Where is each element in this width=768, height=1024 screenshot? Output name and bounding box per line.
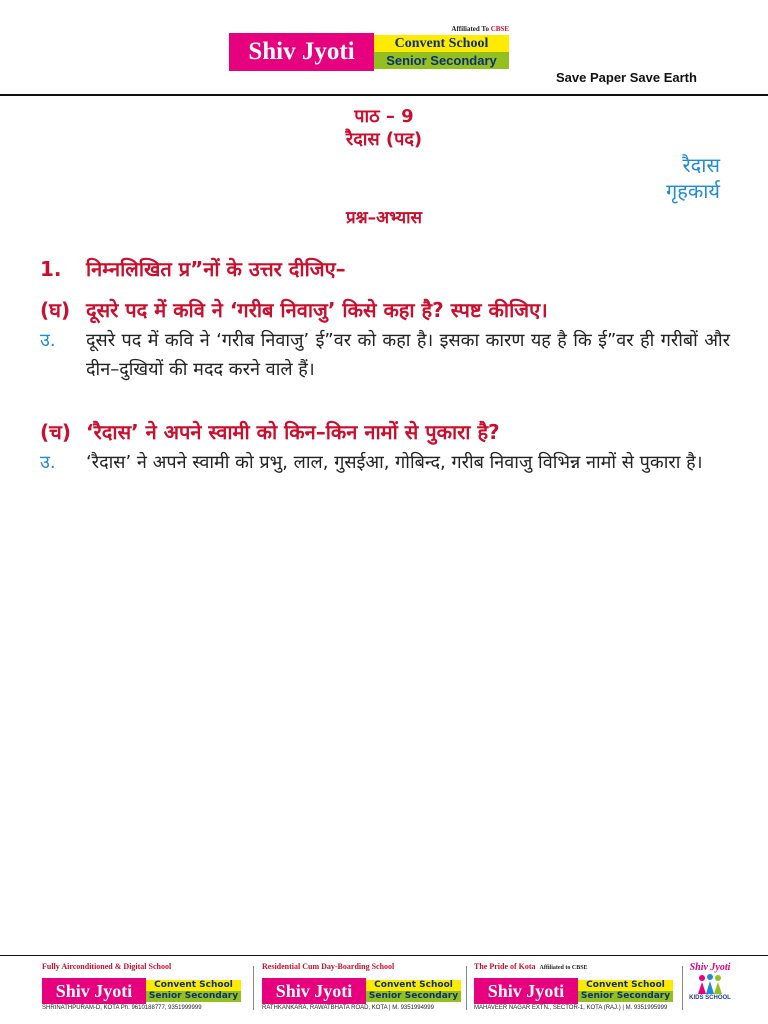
question-text: दूसरे पद में कवि ने ‘गरीब निवाजु’ किसे कहा है? स्पष्ट कीजिए। (86, 298, 548, 322)
branch-logo: Shiv Jyoti Convent School Senior Secondary (474, 974, 667, 1004)
branch-caption: Fully Airconditioned & Digital School (42, 962, 172, 971)
branch-address: SHRINATHPURAM-D, KOTA Ph. 9610188777, 9351999999 (42, 1005, 202, 1011)
question-text: ‘रैदास’ ने अपने स्वामी को किन–किन नामों से पुकारा है? (86, 420, 500, 444)
logo-affiliation: Affiliated To CBSE (451, 25, 509, 33)
school-logo (229, 25, 511, 73)
branch-caption: Residential Cum Day-Boarding School (262, 962, 395, 971)
question-item (40, 418, 730, 445)
footer-divider (0, 955, 768, 956)
answer-marker: उ. (40, 452, 56, 473)
answer-item (40, 448, 730, 477)
branch-logo: Shiv Jyoti Convent School Senior Secondary (262, 974, 434, 1004)
branch-logo: Shiv Jyoti Convent School Senior Secondary (42, 974, 202, 1004)
lesson-title: रैदास (पद) (345, 129, 423, 150)
section-title: प्रश्न–अभ्यास (345, 208, 422, 228)
homework-label: गृहकार्य (665, 179, 720, 203)
footer-separator (466, 966, 467, 1010)
footer-branch (262, 962, 459, 1014)
footer-separator (682, 966, 683, 1010)
kids-school-logo: Shiv Jyoti KIDS SCHOOL (689, 962, 731, 1001)
branch-caption: The Pride of Kota (474, 962, 536, 971)
footer-branch (42, 962, 239, 1014)
answer-marker: उ. (40, 330, 56, 351)
lesson-number: पाठ – 9 (354, 106, 414, 127)
tagline: Save Paper Save Earth (556, 70, 697, 85)
answer-text: ‘रैदास’ ने अपने स्वामी को प्रभु, लाल, गुसईआ, गोबिन्द, गरीब निवाजु विभिन्न नामों से पुकारा है। (86, 452, 703, 473)
answer-item (40, 326, 730, 384)
header-divider (0, 94, 768, 96)
branch-address: RATHKANKARA, RAWATBHATA ROAD, KOTA | M. 9351994999 (262, 1005, 434, 1011)
question-number: 1. (40, 257, 62, 281)
logo-name: Shiv Jyoti (229, 33, 374, 71)
kids-figure-icon (688, 973, 732, 995)
branch-address: MAHAVEER NAGAR EXTN., SECTOR-1, KOTA (RAJ.) | M. 9351995999 (474, 1005, 668, 1011)
question-number: (घ) (40, 298, 71, 322)
lesson-author: रैदास (682, 153, 720, 177)
question-number: (च) (40, 420, 71, 444)
footer-branch: The Pride of Kota Affiliated to CBSE Shiv Jyoti Convent School Senior Secondary MAHAVEER NAGAR EXTN., SECTOR-1, KOTA (RAJ.) | M. 9351995999 (474, 962, 667, 1014)
logo-line2: Senior Secondary (374, 52, 509, 69)
main-question (40, 255, 730, 282)
answer-text: दूसरे पद में कवि ने ‘गरीब निवाजु’ ई”वर को कहा है। इसका कारण यह है कि ई”वर ही गरीबों और दीन–दुखियों की मदद करने वाले हैं। (86, 330, 730, 380)
footer-separator (253, 966, 254, 1010)
question-text: निम्नलिखित प्र”नों के उत्तर दीजिए– (86, 257, 346, 281)
footer (42, 962, 732, 1014)
logo-line1: Convent School (374, 35, 509, 52)
question-item (40, 296, 730, 323)
